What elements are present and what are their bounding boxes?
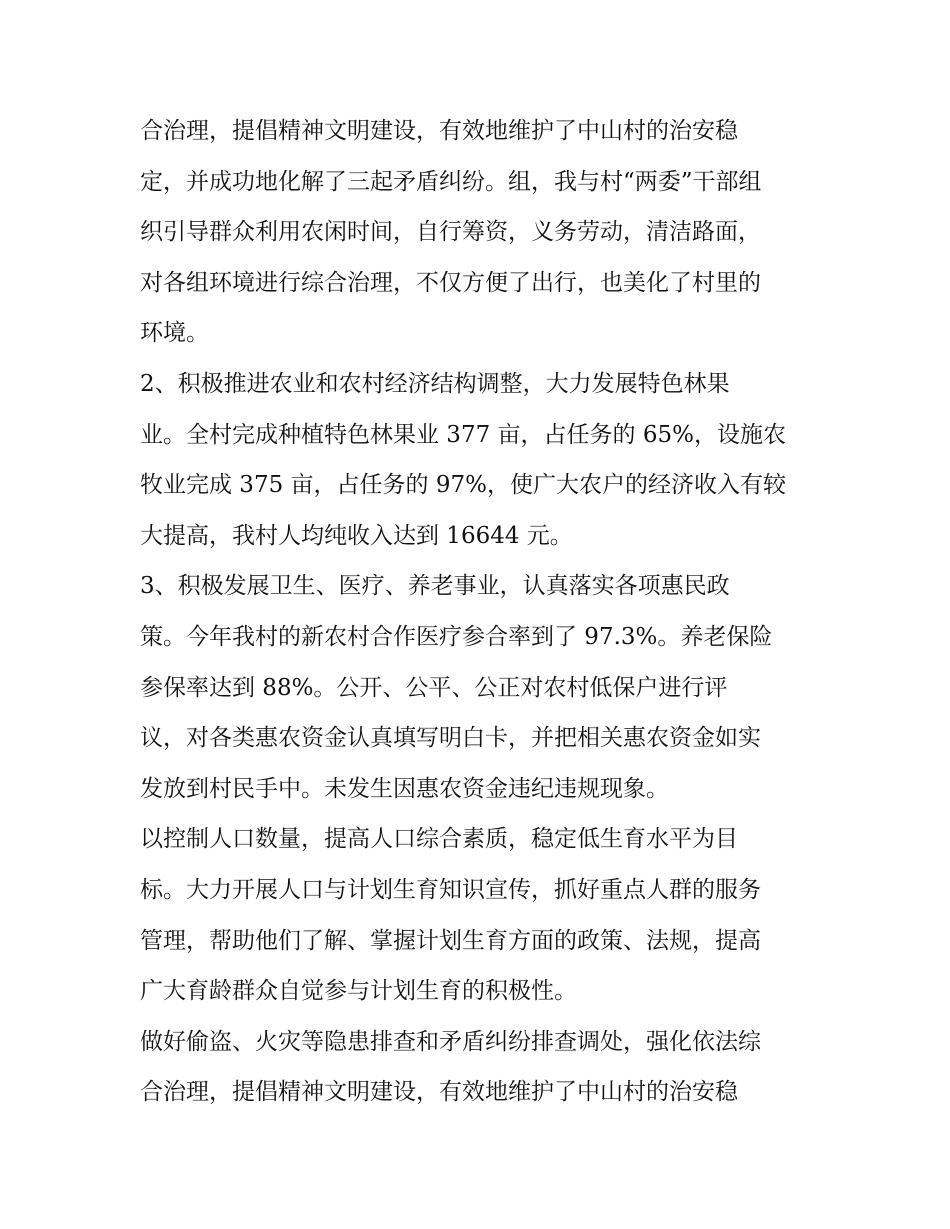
text-line: 以控制人口数量，提高人口综合素质，稳定低生育水平为目 (140, 826, 738, 853)
text-line: 2、积极推进农业和农村经济结构调整，大力发展特色林果 (140, 370, 730, 397)
text-line: 合治理，提倡精神文明建设，有效地维护了中山村的治安稳 (140, 118, 738, 144)
text-line: 大提高，我村人均纯收入达到 16644 元。 (140, 522, 573, 549)
text-line: 发放到村民手中。未发生因惠农资金违纪违规现象。 (140, 775, 669, 802)
text-line: 对各组环境进行综合治理，不仅方便了出行，也美化了村里的 (140, 269, 761, 296)
text-line: 策。今年我村的新农村合作医疗参合率到了 97.3%。养老保险 (140, 623, 773, 650)
text-line: 管理，帮助他们了解、掌握计划生育方面的政策、法规，提高 (140, 927, 761, 954)
text-line: 3、积极发展卫生、医疗、养老事业，认真落实各项惠民政 (140, 573, 730, 600)
text-line: 议，对各类惠农资金认真填写明白卡，并把相关惠农资金如实 (140, 725, 761, 752)
text-line: 广大育龄群众自觉参与计划生育的积极性。 (140, 978, 577, 1005)
text-line: 做好偷盗、火灾等隐患排查和矛盾纠纷排查调处，强化依法综 (140, 1028, 761, 1055)
text-line: 定，并成功地化解了三起矛盾纠纷。组，我与村“两委”干部组 (140, 168, 762, 195)
text-line: 标。大力开展人口与计划生育知识宣传，抓好重点人群的服务 (140, 876, 761, 903)
text-line: 合治理，提倡精神文明建设，有效地维护了中山村的治安稳 (140, 1079, 738, 1106)
text-line: 环境。 (140, 320, 209, 347)
document-body (140, 106, 830, 1118)
text-line: 织引导群众利用农闲时间，自行筹资，义务劳动，清洁路面， (140, 219, 761, 246)
text-line: 业。全村完成种植特色林果业 377 亩，占任务的 65%，设施农 (140, 421, 786, 448)
text-line: 参保率达到 88%。公开、公平、公正对农村低保户进行评 (140, 674, 728, 701)
text-line: 牧业完成 375 亩，占任务的 97%，使广大农户的经济收入有较 (140, 472, 786, 499)
